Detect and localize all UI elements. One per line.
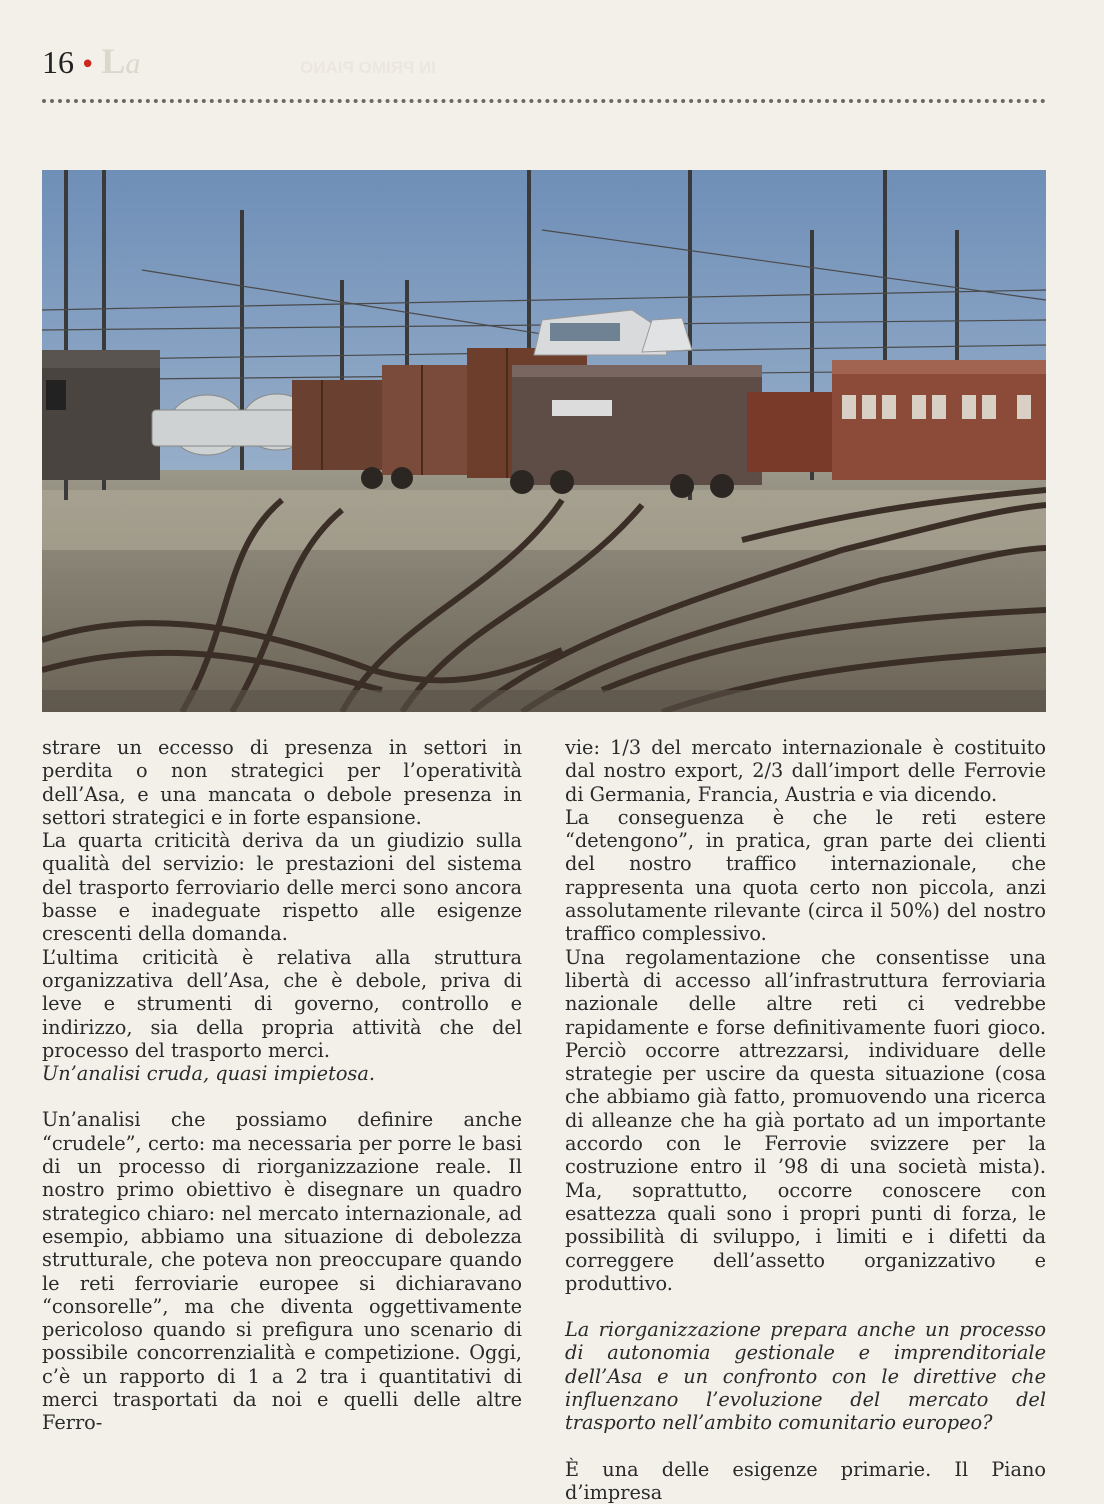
paragraph-gap — [42, 1085, 522, 1108]
dotted-rule — [42, 99, 1046, 103]
logo-suffix: a — [125, 47, 141, 80]
bullet-dot: • — [80, 50, 96, 80]
left-paragraph-4: Un’analisi che possiamo definire anche “crudele”, certo: ma necessaria per porre le basi di un processo di riorganizzazione reale. Il nostro primo obiettivo è disegnare un quadro strategico chiaro: nel mercato internazionale, ad esempio, abbiamo una situazione di debolezza strutturale, che poteva non preoccupare quando le reti ferroviarie europee si dichiaravano “consorelle”, ma che diventa oggettivamente pericoloso quando si prefigura uno scenario di possibile concorrenzialità e competizione. Oggi, c’è un rapporto di 1 a 2 tra i quantitativi di merci trasportati da noi e quelli delle altre Ferro- — [42, 1108, 522, 1435]
page-header — [42, 40, 140, 88]
left-paragraph-2: La quarta criticità deriva da un giudizio sulla qualità del servizio: le prestazioni del sistema del trasporto ferroviario delle merci sono ancora basse e inadeguate rispetto alle esigenze crescenti della domanda. — [42, 829, 522, 946]
right-column — [565, 736, 1046, 1504]
logo-initial: L — [101, 41, 126, 81]
left-paragraph-1: strare un eccesso di presenza in settori in perdita o non strategici per l’operatività dell’Asa, e una mancata o debole presenza in settori strategici e in forte espansione. — [42, 736, 522, 829]
page-number: 16 — [42, 44, 74, 80]
railway-yard-illustration — [42, 170, 1046, 712]
paragraph-gap — [565, 1295, 1046, 1318]
railway-yard-photo — [42, 170, 1046, 712]
magazine-logo — [101, 40, 140, 82]
right-paragraph-1: vie: 1/3 del mercato internazionale è costituito dal nostro export, 2/3 dall’import delle Ferrovie di Germania, Francia, Austria e via dicendo. — [565, 736, 1046, 806]
right-paragraph-3: Una regolamentazione che consentisse una libertà di accesso all’infrastruttura ferroviaria nazionale delle altre reti ci vedrebbe rapidamente e forse definitivamente fuori gioco. Perciò occorre attrezzarsi, individuare delle strategie per uscire da questa situazione (cosa che abbiamo già fatto, promuovendo una ricerca di alleanze che ha già portato ad un importante accordo con le Ferrovie svizzere per la costruzione entro il ’98 di una società mista). Ma, soprattutto, occorre conoscere con esattezza quali sono i propri punti di forza, le possibilità di sviluppo, i limiti e i difetti da correggere dell’assetto organizzativo e produttivo. — [565, 945, 1046, 1295]
right-interview-question: La riorganizzazione prepara anche un processo di autonomia gestionale e imprenditoriale dell’Asa e un confronto con le direttive che influenzano l’evoluzione del mercato del trasporto nell’ambito comunitario europeo? — [565, 1318, 1046, 1435]
left-interview-question: Un’analisi cruda, quasi impietosa. — [42, 1062, 375, 1086]
left-paragraph-3: L’ultima criticità è relativa alla struttura organizzativa dell’Asa, che è debole, priva di leve e strumenti di governo, controllo e indirizzo, sia della propria attività che del processo del trasporto merci. — [42, 945, 522, 1062]
show-through-text: IN PRIMO PIANO — [300, 58, 437, 77]
right-paragraph-2: La conseguenza è che le reti estere “detengono”, in pratica, gran parte dei clienti del nostro traffico internazionale, che rappresenta una quota certo non piccola, anzi assolutamente rilevante (circa il 50%) del nostro traffico complessivo. — [565, 805, 1046, 946]
right-paragraph-4: È una delle esigenze primarie. Il Piano d’impresa — [565, 1457, 1046, 1504]
left-column — [42, 736, 522, 1435]
paragraph-gap — [565, 1435, 1046, 1458]
